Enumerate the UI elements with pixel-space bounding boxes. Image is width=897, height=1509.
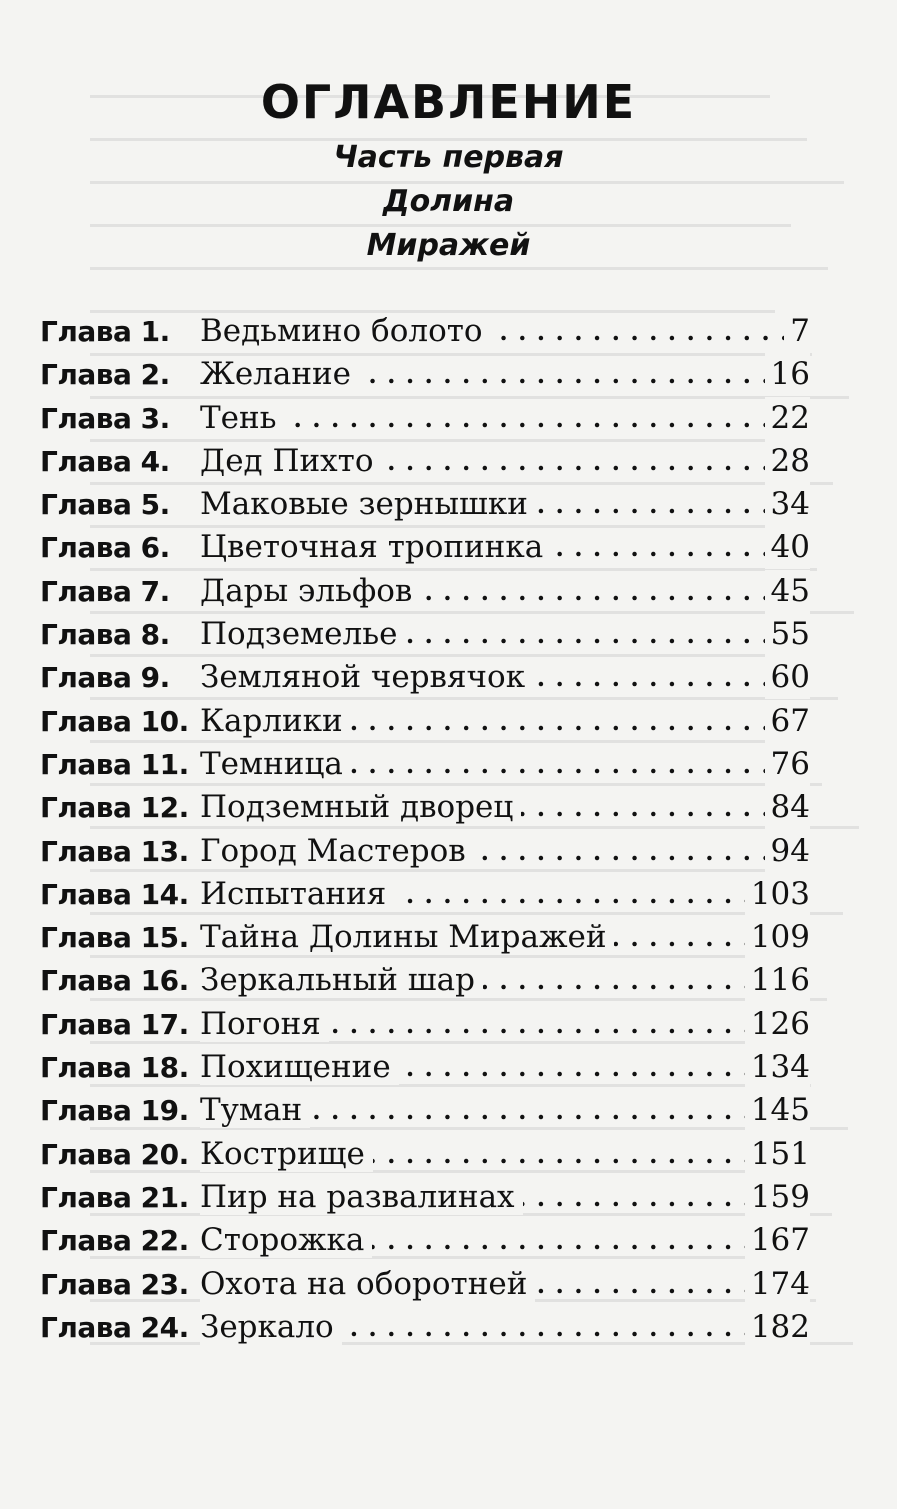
chapter-row (40, 873, 810, 916)
chapter-row (40, 613, 810, 656)
chapter-label: Глава 7. (40, 574, 170, 608)
chapter-label: Глава 16. (40, 964, 189, 998)
chapter-title: Похищение (200, 1049, 399, 1085)
chapter-page-number: 126 (745, 1003, 810, 1046)
chapter-page-number: 94 (765, 830, 810, 873)
chapter-row (40, 353, 810, 396)
chapter-label: Глава 21. (40, 1180, 189, 1214)
chapter-label: Глава 2. (40, 358, 170, 392)
chapter-title-leader (200, 1133, 745, 1176)
chapter-title: Сторожка (200, 1222, 372, 1258)
chapter-title: Погоня (200, 1006, 329, 1042)
chapter-label: Глава 11. (40, 747, 189, 781)
chapter-page-number: 151 (745, 1133, 810, 1176)
chapter-row (40, 1003, 810, 1046)
chapter-page-number: 159 (745, 1176, 810, 1219)
chapter-title: Кострище (200, 1136, 373, 1172)
chapter-title: Земляной червячок (200, 659, 533, 695)
chapter-row (40, 786, 810, 829)
chapter-title: Город Мастеров (200, 833, 474, 869)
chapter-page-number: 55 (765, 613, 810, 656)
chapter-page-number: 34 (765, 483, 810, 526)
part-heading: Часть первая (333, 140, 564, 175)
chapter-title-leader (200, 440, 765, 483)
chapter-row (40, 916, 810, 959)
chapter-title: Испытания (200, 876, 394, 912)
chapter-title-leader (200, 1089, 745, 1132)
chapter-title: Дары эльфов (200, 573, 420, 609)
chapter-label: Глава 15. (40, 921, 189, 955)
chapter-page-number: 134 (745, 1046, 810, 1089)
part-name-line-1: Долина (382, 184, 515, 219)
chapter-row (40, 440, 810, 483)
chapter-row (40, 656, 810, 699)
chapter-page-number: 45 (765, 570, 810, 613)
chapter-title-leader (200, 786, 765, 829)
chapter-page-number: 7 (784, 310, 810, 353)
chapter-title-leader (200, 570, 765, 613)
chapter-title-leader (200, 613, 765, 656)
chapter-label: Глава 22. (40, 1224, 189, 1258)
chapter-label: Глава 17. (40, 1007, 189, 1041)
toc-title: ОГЛАВЛЕНИЕ (260, 75, 637, 129)
chapter-row (40, 1176, 810, 1219)
chapter-title: Зеркальный шар (200, 962, 483, 998)
chapter-title: Темница (200, 746, 351, 782)
chapter-title-leader (200, 1176, 745, 1219)
chapter-label: Глава 8. (40, 618, 170, 652)
chapter-page-number: 76 (765, 743, 810, 786)
chapter-label: Глава 18. (40, 1051, 189, 1085)
chapter-row (40, 1219, 810, 1262)
chapter-list (40, 310, 810, 1349)
chapter-page-number: 28 (765, 440, 810, 483)
chapter-title: Охота на оборотней (200, 1266, 535, 1302)
chapter-label: Глава 1. (40, 315, 170, 348)
chapter-page-number: 182 (745, 1306, 810, 1349)
chapter-title: Подземный дворец (200, 789, 521, 825)
chapter-row (40, 1306, 810, 1349)
chapter-title: Туман (200, 1092, 310, 1128)
chapter-title-leader (200, 483, 765, 526)
chapter-title-leader (200, 310, 784, 353)
chapter-title-leader (200, 916, 745, 959)
chapter-label: Глава 4. (40, 444, 170, 478)
chapter-page-number: 103 (745, 873, 810, 916)
chapter-row (40, 1089, 810, 1132)
chapter-title: Зеркало (200, 1309, 342, 1345)
chapter-title: Маковые зернышки (200, 486, 536, 522)
chapter-row (40, 483, 810, 526)
chapter-title-leader (200, 1306, 745, 1349)
chapter-title-leader (200, 526, 765, 569)
chapter-page-number: 16 (765, 353, 810, 396)
chapter-title-leader (200, 873, 745, 916)
chapter-row (40, 1046, 810, 1089)
chapter-row (40, 700, 810, 743)
chapter-title: Цветочная тропинка (200, 529, 551, 565)
chapter-title-leader (200, 830, 765, 873)
chapter-page-number: 84 (765, 786, 810, 829)
chapter-title-leader (200, 743, 765, 786)
chapter-page-number: 109 (745, 916, 810, 959)
chapter-page-number: 60 (765, 656, 810, 699)
chapter-title-leader (200, 656, 765, 699)
chapter-row (40, 526, 810, 569)
chapter-page-number: 40 (765, 526, 810, 569)
chapter-label: Глава 14. (40, 877, 189, 911)
chapter-title-leader (200, 1263, 745, 1306)
chapter-page-number: 22 (765, 397, 810, 440)
chapter-row (40, 743, 810, 786)
chapter-title-leader (200, 1003, 745, 1046)
chapter-row (40, 310, 810, 353)
chapter-page-number: 167 (745, 1219, 810, 1262)
chapter-page-number: 67 (765, 700, 810, 743)
chapter-label: Глава 5. (40, 488, 170, 522)
chapter-page-number: 116 (745, 959, 810, 1002)
chapter-row (40, 570, 810, 613)
chapter-page-number: 174 (745, 1263, 810, 1306)
chapter-title: Тень (200, 400, 285, 436)
chapter-label: Глава 19. (40, 1094, 189, 1128)
chapter-label: Глава 9. (40, 661, 170, 695)
chapter-row (40, 1263, 810, 1306)
chapter-label: Глава 24. (40, 1310, 189, 1344)
chapter-title-leader (200, 1219, 745, 1262)
chapter-title-leader (200, 959, 745, 1002)
chapter-title: Ведьмино болото (200, 313, 491, 349)
chapter-row (40, 1133, 810, 1176)
chapter-label: Глава 6. (40, 531, 170, 565)
chapter-label: Глава 12. (40, 791, 189, 825)
chapter-title-leader (200, 700, 765, 743)
chapter-row (40, 830, 810, 873)
chapter-title: Дед Пихто (200, 443, 381, 479)
chapter-title-leader (200, 397, 765, 440)
chapter-title: Карлики (200, 703, 351, 739)
chapter-title-leader (200, 1046, 745, 1089)
chapter-label: Глава 3. (40, 401, 170, 435)
part-name-line-2: Миражей (366, 228, 531, 263)
chapter-row (40, 397, 810, 440)
chapter-row (40, 959, 810, 1002)
chapter-title-leader (200, 353, 765, 396)
chapter-label: Глава 10. (40, 704, 189, 738)
chapter-title: Подземелье (200, 616, 405, 652)
chapter-title: Тайна Долины Миражей (200, 919, 614, 955)
chapter-label: Глава 13. (40, 834, 189, 868)
chapter-title: Пир на развалинах (200, 1179, 523, 1215)
chapter-label: Глава 23. (40, 1267, 189, 1301)
chapter-title: Желание (200, 356, 359, 392)
chapter-label: Глава 20. (40, 1137, 189, 1171)
chapter-page-number: 145 (745, 1089, 810, 1132)
